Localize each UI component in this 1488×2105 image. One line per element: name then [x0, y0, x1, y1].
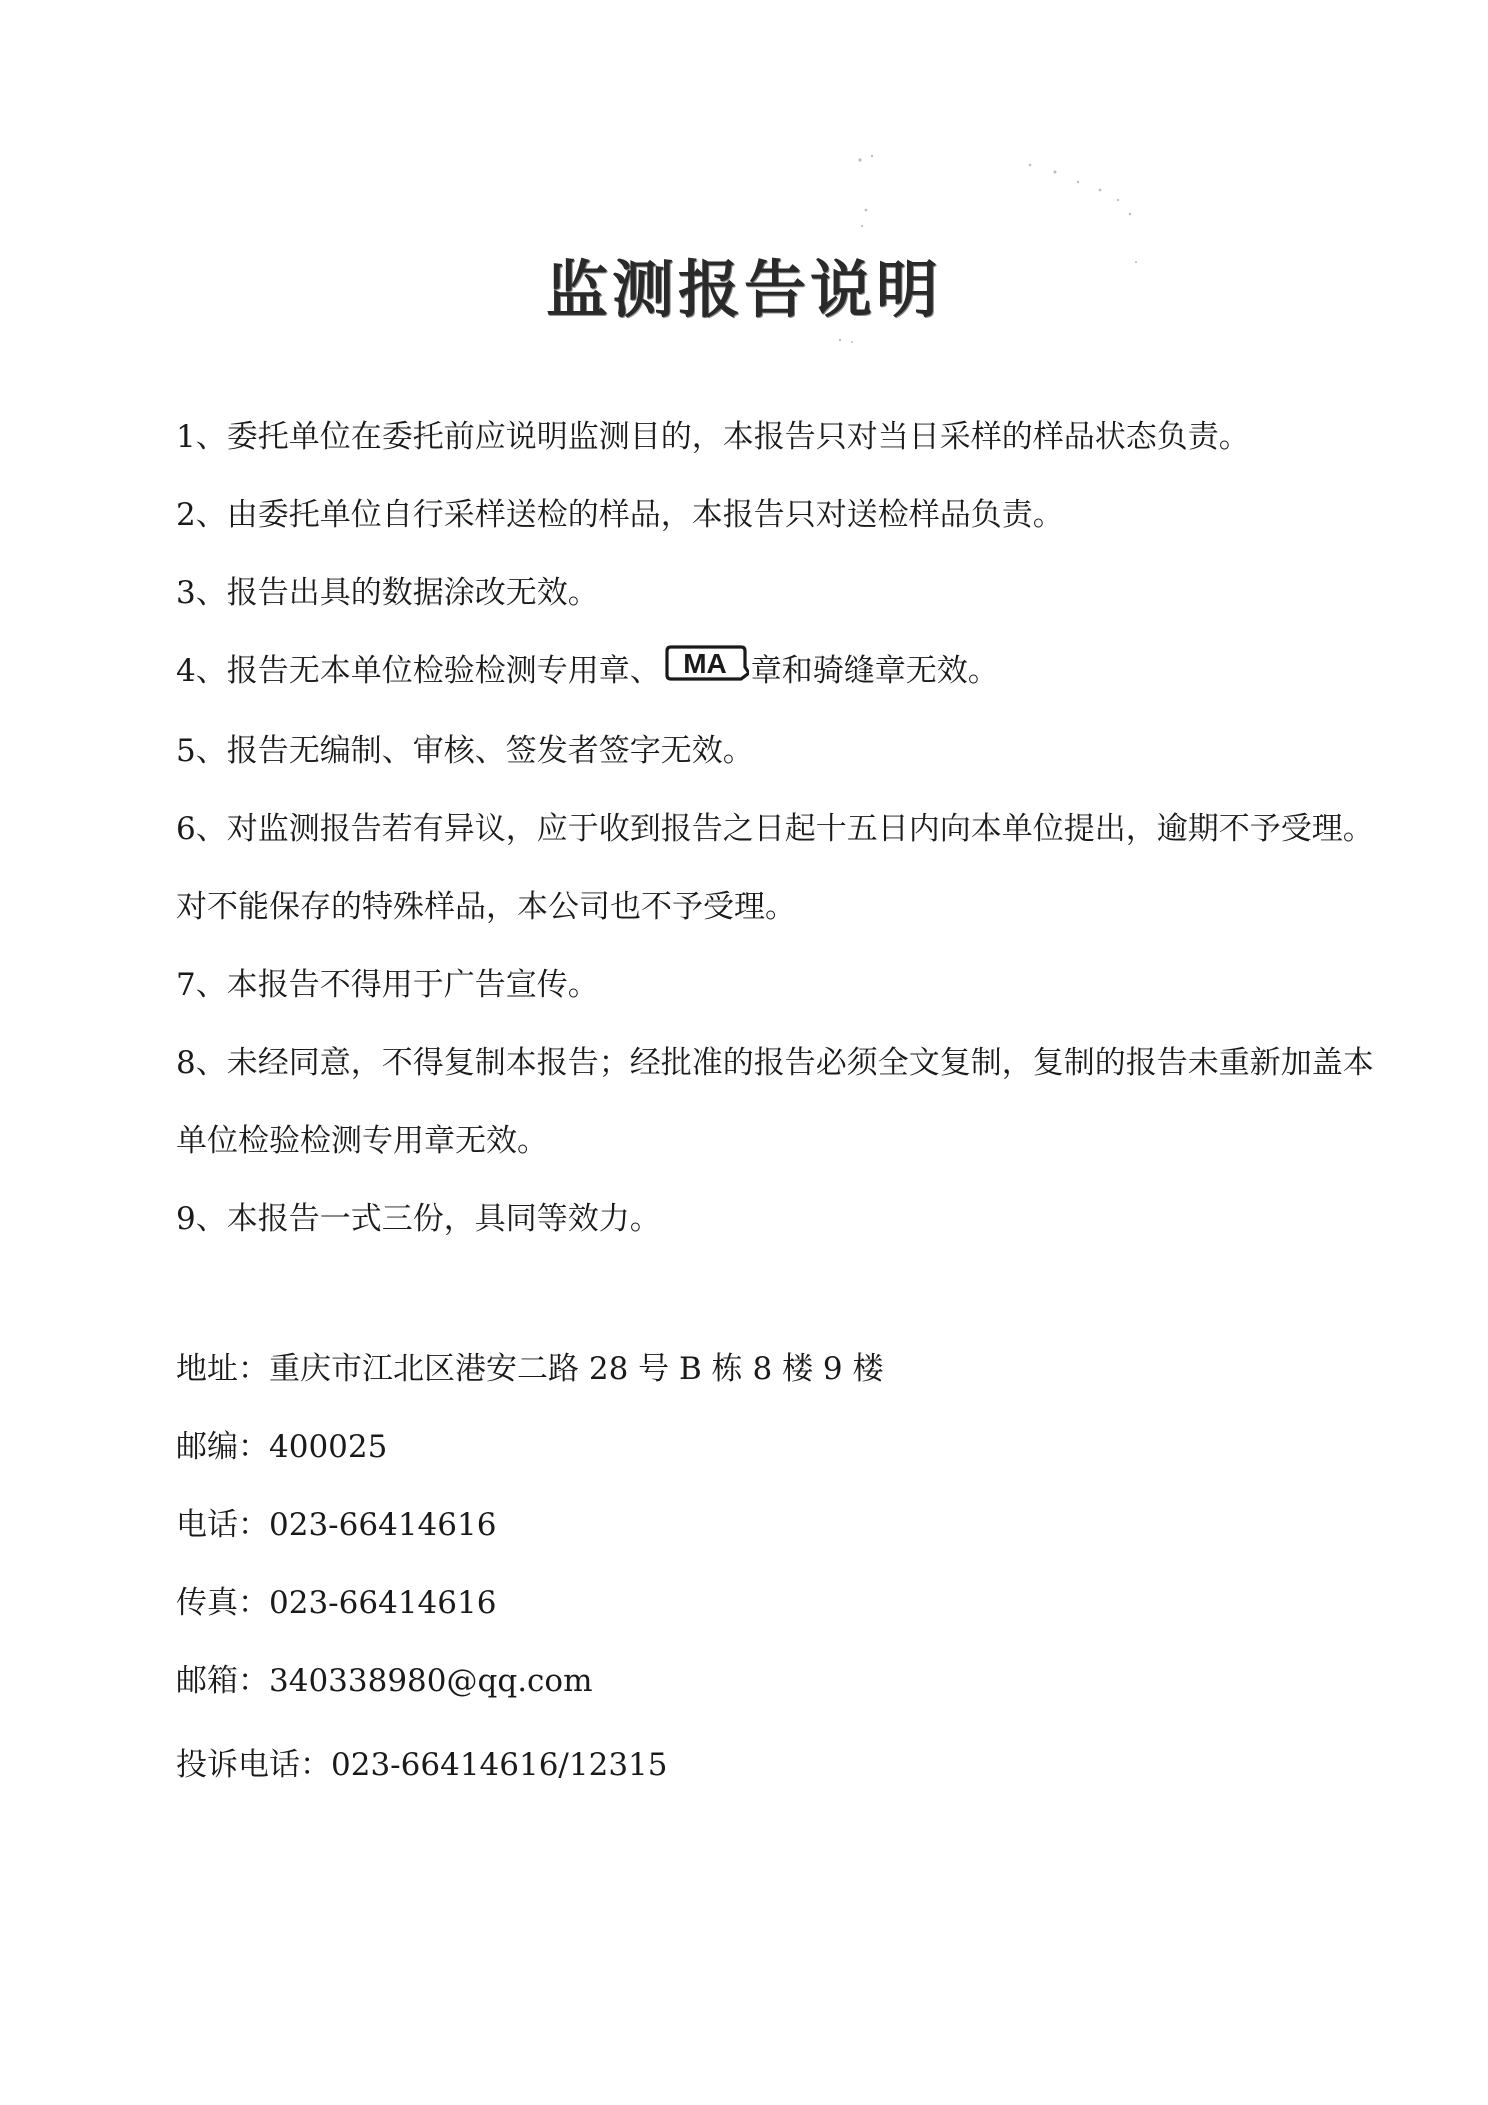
- email-value: 340338980@qq.com: [269, 1663, 593, 1699]
- contact-info: [176, 1330, 1376, 1804]
- note-text-before-mark: 4、报告无本单位检验检测专用章、: [176, 653, 661, 689]
- postcode-value: 400025: [269, 1429, 388, 1465]
- note-item: 9、本报告一式三份，具同等效力。: [176, 1200, 661, 1237]
- cma-mark-icon: [663, 634, 749, 712]
- fax-row: [176, 1564, 1376, 1642]
- complaint-label: 投诉电话：: [176, 1747, 331, 1783]
- note-item: 3、报告出具的数据涂改无效。: [176, 575, 599, 611]
- note-item: 6、对监测报告若有异议，应于收到报告之日起十五日内向本单位提出，逾期不予受理。对不能保存的特殊样品，本公司也不予受理。: [176, 810, 1374, 925]
- note-item: 5、报告无编制、审核、签发者签字无效。: [176, 732, 754, 769]
- note-item: 7、本报告不得用于广告宣传。: [176, 966, 599, 1003]
- page-title: 监测报告说明: [545, 253, 942, 326]
- phone-label: 电话：: [176, 1507, 269, 1543]
- note-item: 8、未经同意，不得复制本报告；经批准的报告必须全文复制，复制的报告未重新加盖本单位检验检测专用章无效。: [176, 1044, 1374, 1159]
- email-label: 邮箱：: [176, 1663, 269, 1699]
- note-item: 2、由委托单位自行采样送检的样品，本报告只对送检样品负责。: [176, 497, 1064, 533]
- scan-specks: [0, 0, 1488, 400]
- notes-list: [176, 398, 1376, 1258]
- note-item: 1、委托单位在委托前应说明监测目的，本报告只对当日采样的样品状态负责。: [176, 419, 1250, 455]
- postcode-row: [176, 1408, 1376, 1486]
- note-item-cma: [176, 632, 1376, 712]
- fax-value: 023-66414616: [269, 1585, 497, 1621]
- note-text-after-mark: 章和骑缝章无效。: [750, 653, 999, 689]
- phone-row: [176, 1486, 1376, 1564]
- postcode-label: 邮编：: [176, 1429, 269, 1465]
- email-row: [176, 1642, 1376, 1720]
- cma-mark-label: MA: [682, 647, 727, 679]
- complaint-row: [176, 1726, 1376, 1804]
- address-label: 地址：: [176, 1351, 269, 1387]
- fax-label: 传真：: [176, 1585, 269, 1621]
- address-row: [176, 1330, 1376, 1408]
- phone-value: 023-66414616: [269, 1507, 497, 1543]
- complaint-value: 023-66414616/12315: [331, 1747, 668, 1783]
- address-value: 重庆市江北区港安二路 28 号 B 栋 8 楼 9 楼: [269, 1351, 884, 1387]
